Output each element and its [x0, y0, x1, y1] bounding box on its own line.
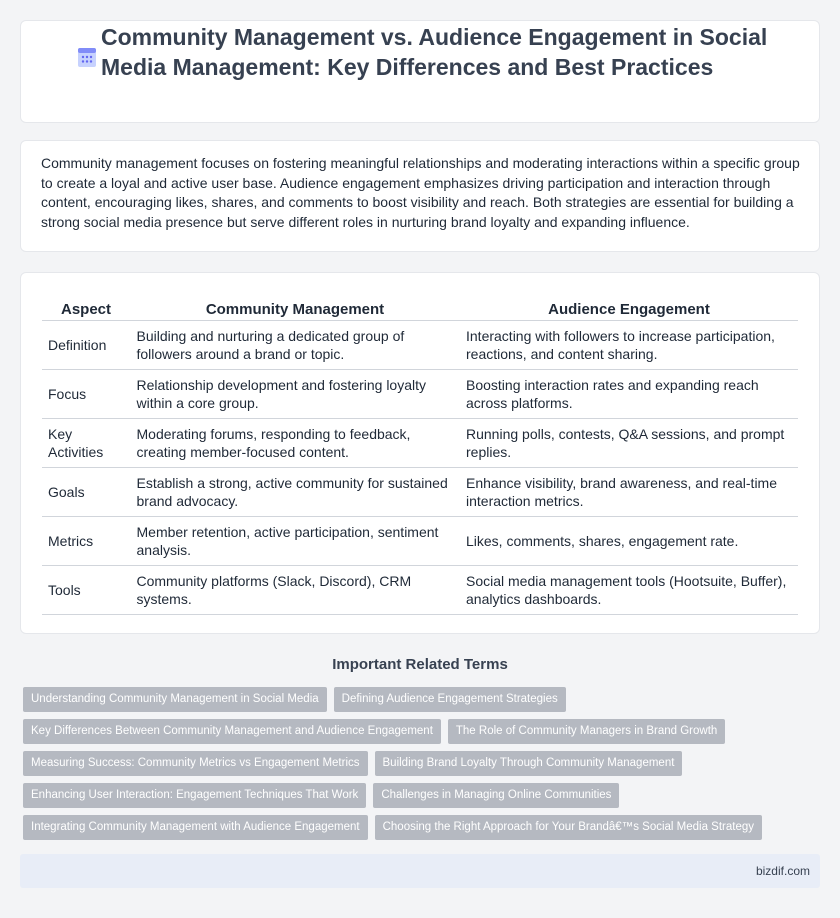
related-term-link[interactable]: Key Differences Between Community Management and Audience Engagement: [23, 719, 441, 744]
table-row: [42, 565, 798, 614]
cell-aspect: Tools: [42, 565, 130, 614]
table-row: [42, 467, 798, 516]
related-terms-heading: Important Related Terms: [332, 656, 508, 673]
table-row: [42, 369, 798, 418]
related-term-link[interactable]: Understanding Community Management in Social Media: [23, 687, 327, 712]
cell-aspect: Definition: [42, 320, 130, 369]
table-row: [42, 418, 798, 467]
table-row: [42, 320, 798, 369]
header-audience-engagement: Audience Engagement: [460, 295, 798, 320]
cell-engagement: Interacting with followers to increase participation, reactions, and content sharing.: [460, 320, 798, 369]
cell-aspect: Focus: [42, 369, 130, 418]
cell-aspect: Metrics: [42, 516, 130, 565]
comparison-card: [20, 272, 820, 634]
comparison-table: [42, 295, 798, 615]
cell-community: Relationship development and fostering loyalty within a core group.: [130, 369, 460, 418]
related-term-link[interactable]: Measuring Success: Community Metrics vs Engagement Metrics: [23, 751, 368, 776]
cell-engagement: Boosting interaction rates and expanding reach across platforms.: [460, 369, 798, 418]
table-header-row: [42, 295, 798, 320]
cell-community: Moderating forums, responding to feedback, creating member-focused content.: [130, 418, 460, 467]
cell-community: Building and nurturing a dedicated group of followers around a brand or topic.: [130, 320, 460, 369]
document-icon: [75, 45, 99, 69]
related-term-link[interactable]: Defining Audience Engagement Strategies: [334, 687, 566, 712]
intro-paragraph: Community management focuses on fostering meaningful relationships and moderating interactions within a specific group to create a loyal and active user base. Audience engagement emphasizes driving participation and interaction through content, encouraging likes, shares, and comments to boost visibility and reach. Both strategies are essential for building a strong social media presence but serve different roles in nurturing brand loyalty and expanding influence.: [41, 155, 800, 230]
header-aspect: Aspect: [42, 295, 130, 320]
cell-community: Establish a strong, active community for sustained brand advocacy.: [130, 467, 460, 516]
cell-engagement: Enhance visibility, brand awareness, and real-time interaction metrics.: [460, 467, 798, 516]
related-term-link[interactable]: Challenges in Managing Online Communities: [373, 783, 619, 808]
cell-engagement: Social media management tools (Hootsuite, Buffer), analytics dashboards.: [460, 565, 798, 614]
footer: [20, 854, 820, 888]
cell-aspect: Key Activities: [42, 418, 130, 467]
cell-engagement: Likes, comments, shares, engagement rate.: [460, 516, 798, 565]
cell-aspect: Goals: [42, 467, 130, 516]
cell-engagement: Running polls, contests, Q&A sessions, and prompt replies.: [460, 418, 798, 467]
cell-community: Member retention, active participation, sentiment analysis.: [130, 516, 460, 565]
related-terms-list: [23, 687, 803, 847]
related-term-link[interactable]: Choosing the Right Approach for Your Brandâ€™s Social Media Strategy: [375, 815, 762, 840]
related-term-link[interactable]: Building Brand Loyalty Through Community Management: [375, 751, 683, 776]
related-term-link[interactable]: Enhancing User Interaction: Engagement Techniques That Work: [23, 783, 366, 808]
footer-site-link[interactable]: bizdif.com: [755, 864, 810, 878]
table-row: [42, 516, 798, 565]
related-term-link[interactable]: The Role of Community Managers in Brand Growth: [448, 719, 725, 744]
intro-card: [20, 140, 820, 252]
cell-community: Community platforms (Slack, Discord), CRM systems.: [130, 565, 460, 614]
page-title: Community Management vs. Audience Engagement in Social Media Management: Key Differences and Best Practices: [101, 24, 768, 80]
header-community-management: Community Management: [130, 295, 460, 320]
related-term-link[interactable]: Integrating Community Management with Audience Engagement: [23, 815, 368, 840]
